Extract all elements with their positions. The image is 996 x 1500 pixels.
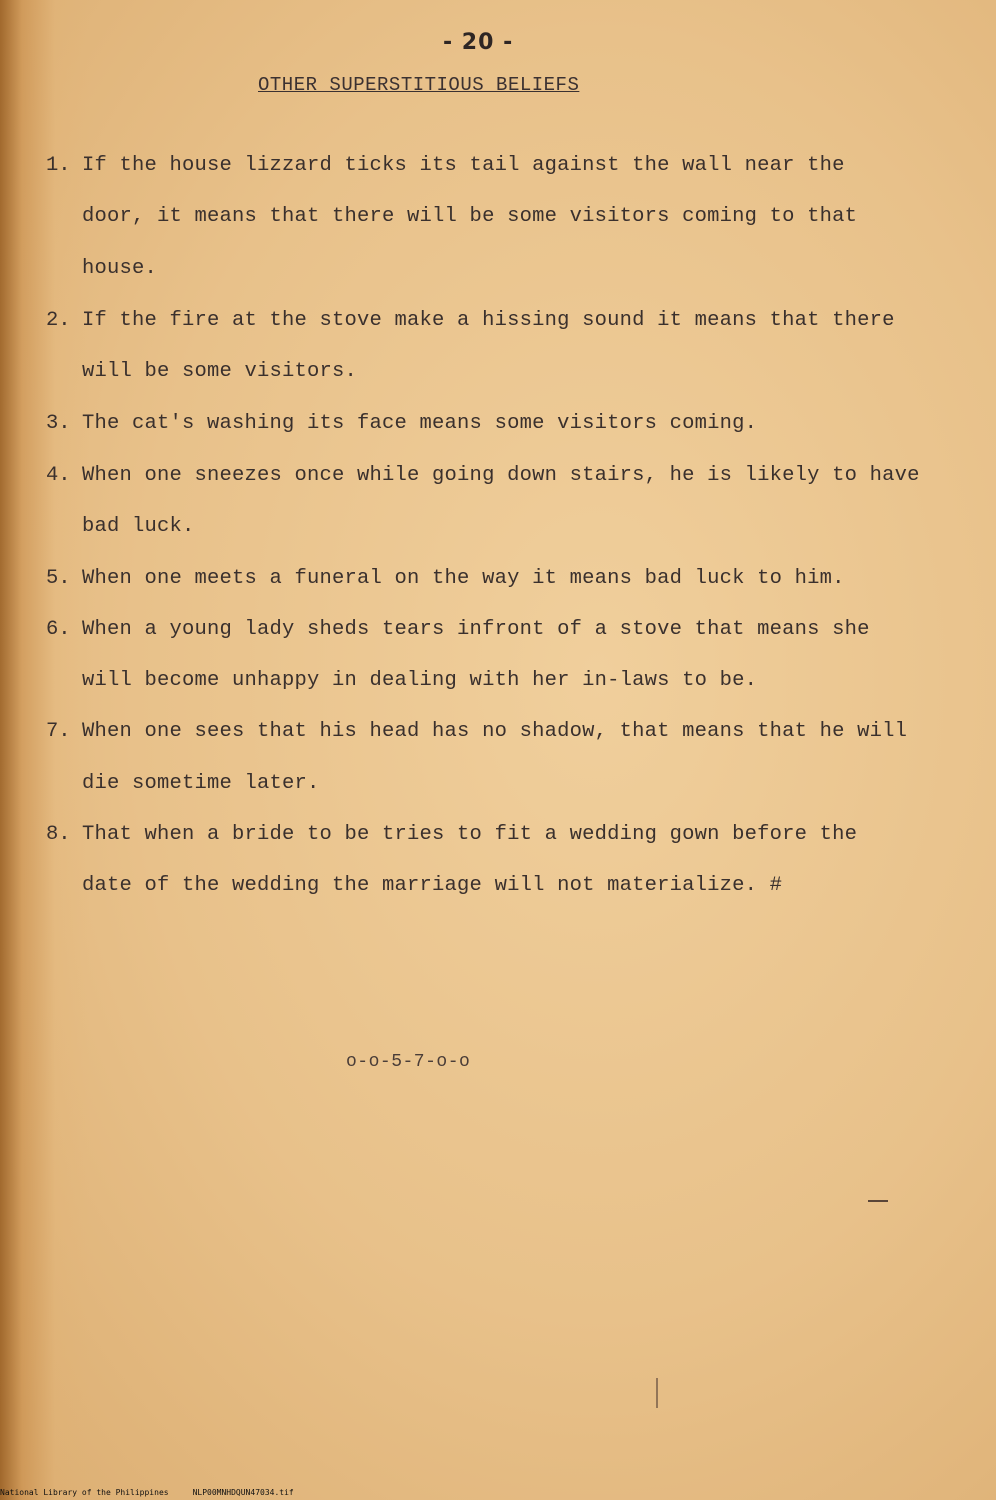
belief-line: door, it means that there will be some visitors coming to that xyxy=(82,205,858,228)
belief-line: When one meets a funeral on the way it means bad luck to him. xyxy=(82,567,845,590)
belief-line: When one sees that his head has no shadow, that means that he will xyxy=(82,720,908,743)
page-title: OTHER SUPERSTITIOUS BELIEFS xyxy=(258,74,580,96)
belief-number: 7. xyxy=(46,720,71,743)
belief-number: 2. xyxy=(46,309,71,332)
belief-line: When a young lady sheds tears infront of a stove that means she xyxy=(82,618,870,641)
belief-number: 8. xyxy=(46,823,71,846)
library-credit: National Library of the Philippines xyxy=(0,1488,169,1497)
belief-number: 3. xyxy=(46,412,71,435)
belief-line: date of the wedding the marriage will not materialize. # xyxy=(82,874,783,897)
belief-line: That when a bride to be tries to fit a wedding gown before the xyxy=(82,823,858,846)
belief-number: 4. xyxy=(46,464,71,487)
ink-mark xyxy=(656,1378,658,1408)
belief-line: If the fire at the stove make a hissing sound it means that there xyxy=(82,309,895,332)
belief-number: 6. xyxy=(46,618,71,641)
belief-line: house. xyxy=(82,257,158,280)
belief-number: 5. xyxy=(46,567,71,590)
belief-line: bad luck. xyxy=(82,515,195,538)
belief-line: When one sneezes once while going down stairs, he is likely to have xyxy=(82,464,920,487)
belief-line: will be some visitors. xyxy=(82,360,358,383)
belief-line: If the house lizzard ticks its tail against the wall near the xyxy=(82,154,845,177)
file-name: NLP00MNHDQUN47034.tif xyxy=(192,1488,294,1497)
scan-footer xyxy=(0,1488,318,1497)
belief-line: die sometime later. xyxy=(82,772,320,795)
belief-line: will become unhappy in dealing with her in-laws to be. xyxy=(82,669,758,692)
end-separator: o-o-5-7-o-o xyxy=(346,1052,471,1072)
belief-number: 1. xyxy=(46,154,71,177)
page-number: - 20 - xyxy=(443,30,514,55)
belief-line: The cat's washing its face means some visitors coming. xyxy=(82,412,758,435)
ink-mark xyxy=(868,1200,888,1202)
